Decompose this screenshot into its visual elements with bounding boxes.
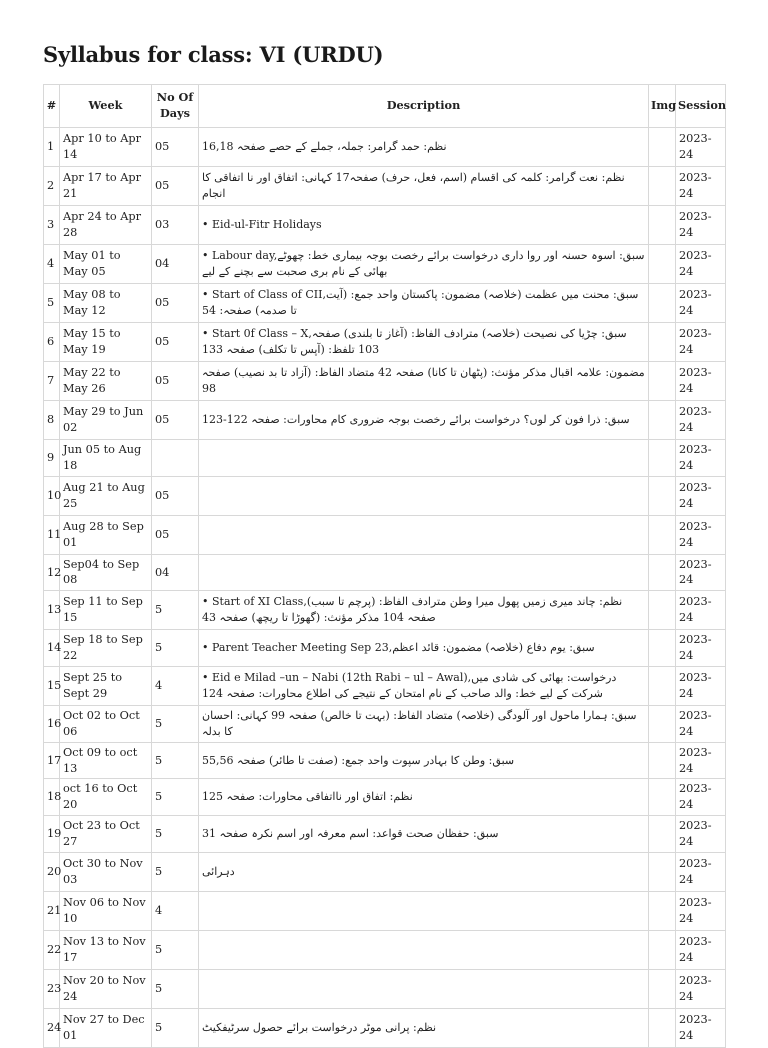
cell-description: سبق: حفظان صحت قواعد: اسم معرفہ اور اسم نکرہ صفحہ 31	[199, 816, 649, 853]
cell-days: 5	[152, 591, 199, 630]
cell-days: 05	[152, 515, 199, 554]
cell-description	[199, 476, 649, 515]
cell-number: 3	[44, 206, 60, 245]
cell-days: 05	[152, 128, 199, 167]
table-row	[44, 476, 726, 515]
cell-description	[199, 515, 649, 554]
table-row	[44, 284, 726, 323]
table-row	[44, 705, 726, 742]
cell-days: 05	[152, 323, 199, 362]
cell-session: 2023-24	[676, 666, 726, 705]
cell-number: 4	[44, 245, 60, 284]
cell-number: 20	[44, 852, 60, 891]
table-row	[44, 591, 726, 630]
cell-week: May 01 to May 05	[60, 245, 152, 284]
cell-session: 2023-24	[676, 930, 726, 969]
cell-week: Oct 02 to Oct 06	[60, 705, 152, 742]
table-row	[44, 969, 726, 1008]
cell-session: 2023-24	[676, 284, 726, 323]
table-row	[44, 167, 726, 206]
cell-days: 5	[152, 779, 199, 816]
cell-week: oct 16 to Oct 20	[60, 779, 152, 816]
cell-description: دہرائی	[199, 852, 649, 891]
cell-session: 2023-24	[676, 401, 726, 440]
table-row	[44, 852, 726, 891]
cell-number: 8	[44, 401, 60, 440]
header-img: Img	[649, 85, 676, 128]
cell-number: 5	[44, 284, 60, 323]
cell-img	[649, 515, 676, 554]
cell-description	[199, 554, 649, 591]
cell-number: 14	[44, 630, 60, 667]
cell-description: • Labour day,سبق: اسوہ حسنہ اور روا داری درخواست برائے رخصت بوجہ بیماری خط: چھوٹے بھائی کے نام بری صحبت سے بچنے کے لیے	[199, 245, 649, 284]
cell-days: 05	[152, 476, 199, 515]
cell-session: 2023-24	[676, 816, 726, 853]
cell-number: 21	[44, 891, 60, 930]
table-row	[44, 206, 726, 245]
cell-img	[649, 742, 676, 779]
cell-number: 12	[44, 554, 60, 591]
cell-description: نظم: حمد گرامر: جملہ، جملے کے حصے صفحہ 16,18	[199, 128, 649, 167]
cell-img	[649, 284, 676, 323]
cell-description: • Start of Class of CII,سبق: محنت میں عظمت (خلاصہ) مضمون: پاکستان واحد جمع: (آیت تا صدمہ) صفحہ: 54	[199, 284, 649, 323]
cell-session: 2023-24	[676, 891, 726, 930]
table-header-row	[44, 85, 726, 128]
cell-week: Apr 24 to Apr 28	[60, 206, 152, 245]
cell-session: 2023-24	[676, 969, 726, 1008]
cell-img	[649, 128, 676, 167]
page-title: Syllabus for class: VI (URDU)	[43, 42, 384, 67]
cell-description: • Parent Teacher Meeting Sep 23,سبق: یوم دفاع (خلاصہ) مضمون: قائد اعظم	[199, 630, 649, 667]
cell-session: 2023-24	[676, 554, 726, 591]
table-row	[44, 1008, 726, 1047]
cell-days: 5	[152, 630, 199, 667]
table-row	[44, 401, 726, 440]
cell-img	[649, 705, 676, 742]
cell-img	[649, 666, 676, 705]
table-row	[44, 742, 726, 779]
cell-img	[649, 630, 676, 667]
cell-img	[649, 1008, 676, 1047]
cell-description: مضمون: علامہ اقبال مذکر مؤنث: (پٹھان تا کانا) صفحہ 42 متضاد الفاظ: (آزاد تا بد نصیب) صفحہ 98	[199, 362, 649, 401]
cell-number: 24	[44, 1008, 60, 1047]
cell-week: Sept 25 to Sept 29	[60, 666, 152, 705]
cell-week: Nov 13 to Nov 17	[60, 930, 152, 969]
cell-days	[152, 440, 199, 477]
cell-week: Apr 17 to Apr 21	[60, 167, 152, 206]
cell-session: 2023-24	[676, 245, 726, 284]
table-row	[44, 515, 726, 554]
cell-week: May 29 to Jun 02	[60, 401, 152, 440]
cell-description	[199, 440, 649, 477]
cell-img	[649, 401, 676, 440]
cell-session: 2023-24	[676, 515, 726, 554]
table-row	[44, 816, 726, 853]
cell-session: 2023-24	[676, 779, 726, 816]
cell-description: سبق: وطن کا بہادر سپوت واحد جمع: (صفت تا طائر) صفحہ 55,56	[199, 742, 649, 779]
cell-days: 04	[152, 554, 199, 591]
cell-week: Aug 28 to Sep 01	[60, 515, 152, 554]
cell-days: 5	[152, 705, 199, 742]
cell-days: 04	[152, 245, 199, 284]
table-row	[44, 323, 726, 362]
cell-session: 2023-24	[676, 362, 726, 401]
cell-description: نظم: اتفاق اور نااتفاقی محاورات: صفحہ 125	[199, 779, 649, 816]
cell-number: 18	[44, 779, 60, 816]
table-body	[44, 128, 726, 1048]
cell-days: 05	[152, 284, 199, 323]
syllabus-table	[43, 84, 726, 1048]
cell-number: 22	[44, 930, 60, 969]
header-number: #	[44, 85, 60, 128]
cell-days: 05	[152, 401, 199, 440]
cell-number: 11	[44, 515, 60, 554]
cell-number: 13	[44, 591, 60, 630]
cell-session: 2023-24	[676, 630, 726, 667]
cell-days: 03	[152, 206, 199, 245]
cell-number: 23	[44, 969, 60, 1008]
table-row	[44, 362, 726, 401]
cell-img	[649, 969, 676, 1008]
cell-days: 4	[152, 666, 199, 705]
cell-week: Oct 30 to Nov 03	[60, 852, 152, 891]
cell-session: 2023-24	[676, 128, 726, 167]
cell-week: Sep 11 to Sep 15	[60, 591, 152, 630]
cell-days: 05	[152, 167, 199, 206]
table-row	[44, 554, 726, 591]
cell-img	[649, 206, 676, 245]
table-row	[44, 440, 726, 477]
cell-img	[649, 554, 676, 591]
cell-description: • Start 0f Class – X,سبق: چڑیا کی نصیحت (خلاصہ) مترادف الفاظ: (آغاز تا بلندی) صفحہ 103 تلفظ: (آپس تا تکلف) صفحہ 133	[199, 323, 649, 362]
cell-img	[649, 591, 676, 630]
header-session: Session	[676, 85, 726, 128]
cell-week: Nov 06 to Nov 10	[60, 891, 152, 930]
cell-description	[199, 969, 649, 1008]
cell-days: 5	[152, 742, 199, 779]
table-row	[44, 891, 726, 930]
cell-days: 5	[152, 816, 199, 853]
cell-session: 2023-24	[676, 742, 726, 779]
table-row	[44, 779, 726, 816]
cell-session: 2023-24	[676, 476, 726, 515]
cell-img	[649, 167, 676, 206]
cell-description: سبق: ہمارا ماحول اور آلودگی (خلاصہ) متضاد الفاظ: (بہت تا خالص) صفحہ 99 کہانی: احسان کا بدلہ	[199, 705, 649, 742]
cell-days: 5	[152, 852, 199, 891]
table-row	[44, 666, 726, 705]
cell-img	[649, 323, 676, 362]
cell-description: سبق: ذرا فون کر لوں؟ درخواست برائے رخصت بوجہ ضروری کام محاورات: صفحہ 122-123	[199, 401, 649, 440]
cell-img	[649, 891, 676, 930]
cell-number: 15	[44, 666, 60, 705]
cell-session: 2023-24	[676, 1008, 726, 1047]
cell-week: Nov 27 to Dec 01	[60, 1008, 152, 1047]
cell-days: 5	[152, 930, 199, 969]
cell-description	[199, 930, 649, 969]
cell-number: 1	[44, 128, 60, 167]
cell-session: 2023-24	[676, 167, 726, 206]
cell-week: Aug 21 to Aug 25	[60, 476, 152, 515]
cell-img	[649, 245, 676, 284]
cell-img	[649, 440, 676, 477]
cell-week: May 15 to May 19	[60, 323, 152, 362]
cell-img	[649, 852, 676, 891]
cell-description: • Eid-ul-Fitr Holidays	[199, 206, 649, 245]
cell-description	[199, 891, 649, 930]
cell-session: 2023-24	[676, 323, 726, 362]
cell-description: نظم: پرانی موٹر درخواست برائے حصول سرٹیفکیٹ	[199, 1008, 649, 1047]
cell-number: 2	[44, 167, 60, 206]
cell-week: May 08 to May 12	[60, 284, 152, 323]
cell-img	[649, 779, 676, 816]
cell-number: 9	[44, 440, 60, 477]
cell-week: Oct 09 to oct 13	[60, 742, 152, 779]
cell-number: 19	[44, 816, 60, 853]
cell-img	[649, 476, 676, 515]
header-week: Week	[60, 85, 152, 128]
cell-description: • Eid e Milad –un – Nabi (12th Rabi – ul – Awal),درخواست: بھائی کی شادی میں شرکت کے لیے خط: والد صاحب کے نام امتحان کے نتیجے کی اطلاع محاورات: صفحہ 124	[199, 666, 649, 705]
cell-session: 2023-24	[676, 705, 726, 742]
table-row	[44, 630, 726, 667]
table-row	[44, 128, 726, 167]
cell-img	[649, 816, 676, 853]
cell-week: Sep 18 to Sep 22	[60, 630, 152, 667]
cell-number: 16	[44, 705, 60, 742]
cell-session: 2023-24	[676, 440, 726, 477]
cell-days: 5	[152, 969, 199, 1008]
header-description: Description	[199, 85, 649, 128]
header-days: No Of Days	[152, 85, 199, 128]
table-row	[44, 930, 726, 969]
cell-description: نظم: نعت گرامر: کلمہ کی اقسام (اسم، فعل، حرف) صفحہ17 کہانی: اتفاق اور نا اتفاقی کا انجام	[199, 167, 649, 206]
cell-week: Nov 20 to Nov 24	[60, 969, 152, 1008]
cell-week: Jun 05 to Aug 18	[60, 440, 152, 477]
cell-img	[649, 362, 676, 401]
cell-days: 05	[152, 362, 199, 401]
cell-number: 10	[44, 476, 60, 515]
cell-week: Sep04 to Sep 08	[60, 554, 152, 591]
cell-session: 2023-24	[676, 591, 726, 630]
cell-img	[649, 930, 676, 969]
cell-week: May 22 to May 26	[60, 362, 152, 401]
cell-description: • Start of XI Class,نظم: چاند میری زمیں پھول میرا وطن مترادف الفاظ: (پرچم تا سبب) صفحہ 104 مذکر مؤنث: (گھوڑا تا ریچھ) صفحہ 43	[199, 591, 649, 630]
cell-session: 2023-24	[676, 206, 726, 245]
cell-week: Apr 10 to Apr 14	[60, 128, 152, 167]
cell-days: 5	[152, 1008, 199, 1047]
cell-number: 17	[44, 742, 60, 779]
cell-number: 7	[44, 362, 60, 401]
cell-week: Oct 23 to Oct 27	[60, 816, 152, 853]
cell-session: 2023-24	[676, 852, 726, 891]
table-row	[44, 245, 726, 284]
cell-days: 4	[152, 891, 199, 930]
cell-number: 6	[44, 323, 60, 362]
